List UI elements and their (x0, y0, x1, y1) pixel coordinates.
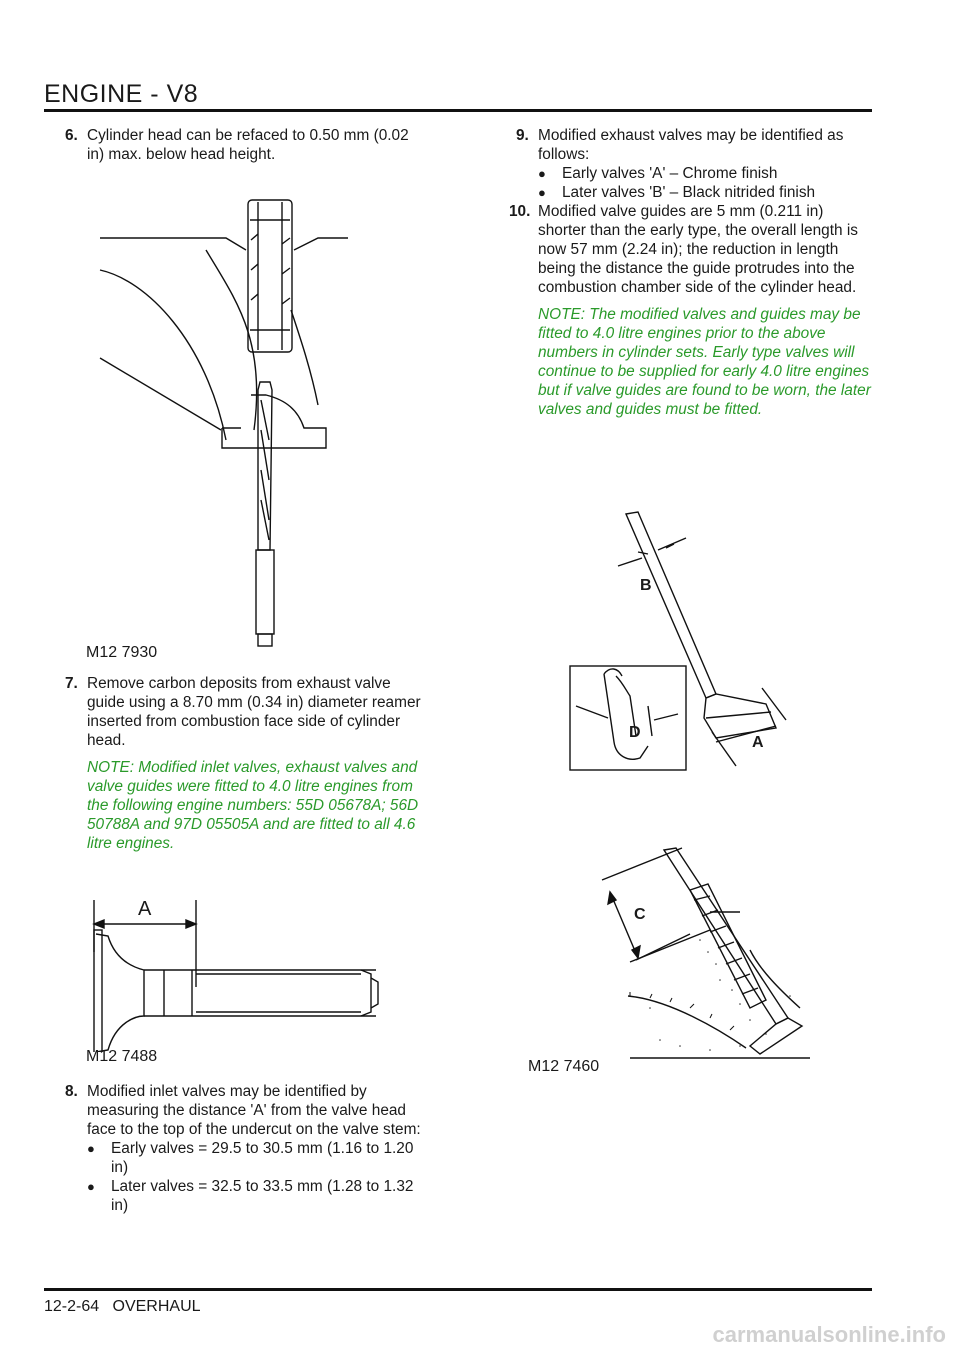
step-text: Remove carbon deposits from exhaust valve guide using a 8.70 mm (0.34 in) diameter reamer inserted from combustion face side of cylinder head. (87, 675, 421, 749)
bullet-item: ● Later valves = 32.5 to 33.5 mm (1.28 to 1.32 in) (87, 1177, 424, 1215)
left-column-step8 (44, 1082, 424, 1215)
step-text: Modified exhaust valves may be identified as follows: (538, 127, 844, 163)
bullet-item: ● Early valves 'A' – Chrome finish (538, 164, 875, 183)
bullet-item: ● Early valves = 29.5 to 30.5 mm (1.16 to 1.20 in) (87, 1139, 424, 1177)
right-column (495, 126, 875, 419)
step-number: 6. (65, 127, 78, 144)
label-c: C (634, 906, 646, 923)
label-d: D (629, 724, 641, 741)
left-column-step7 (44, 674, 424, 853)
step-10 (495, 202, 875, 297)
page-number: 12-2-64 (44, 1298, 100, 1315)
watermark-text: carmanualsonline.info (712, 1322, 946, 1347)
label-b: B (640, 577, 652, 594)
label-a: A (752, 734, 764, 751)
step-9 (495, 126, 875, 164)
dimension-label-a: A (138, 898, 152, 920)
step-number: 8. (65, 1083, 78, 1100)
step-10-note: NOTE: The modified valves and guides may be fitted to 4.0 litre engines prior to the above numbers in cylinder sets. Early type valves will continue to be supplied for early 4.0 litre engines but if valve guides are found to be worn, the later valves and guides must be fitted. (538, 306, 871, 418)
page-header-title: ENGINE - V8 (44, 80, 199, 108)
inlet-valve-drawing (86, 892, 386, 1052)
bullet-item: ● Later valves 'B' – Black nitrided finish (538, 183, 875, 202)
valve-in-guide-drawing (590, 840, 820, 1080)
exhaust-valve-drawing (566, 506, 816, 776)
step-9-bullets (538, 164, 875, 202)
figure-valve-in-guide (590, 840, 820, 1080)
figure-exhaust-valve (566, 506, 816, 776)
step-6 (44, 126, 424, 164)
step-7 (44, 674, 424, 750)
figure-code: M12 7460 (528, 1058, 600, 1075)
page-footer (44, 1298, 201, 1316)
figure-code: M12 7930 (86, 644, 158, 661)
header-rule (44, 109, 872, 112)
step-text: Cylinder head can be refaced to 0.50 mm (0.02 in) max. below head height. (87, 127, 409, 163)
step-number: 9. (516, 127, 529, 144)
step-8-bullets (87, 1139, 424, 1215)
figure-code: M12 7488 (86, 1048, 158, 1065)
step-text: Modified valve guides are 5 mm (0.211 in) shorter than the early type, the overall length is now 57 mm (2.24 in); the reduction in length being the distance the guide protrudes into the combustion chamber side of the cylinder head. (538, 203, 858, 296)
valve-guide-reamer-drawing (86, 190, 366, 660)
figure-valve-guide-reamer (86, 190, 366, 660)
footer-rule (44, 1288, 872, 1291)
step-7-note: NOTE: Modified inlet valves, exhaust valves and valve guides were fitted to 4.0 litre engines from the following engine numbers: 55D 05678A; 56D 50788A and 97D 05505A and are fitted to all 4.6 litre engines. (87, 759, 419, 852)
left-column (44, 126, 424, 164)
step-8 (44, 1082, 424, 1139)
step-text: Modified inlet valves may be identified by measuring the distance 'A' from the valve head face to the top of the undercut on the valve stem: (87, 1083, 421, 1138)
step-number: 10. (509, 203, 531, 220)
step-number: 7. (65, 675, 78, 692)
section-name: OVERHAUL (112, 1298, 201, 1315)
figure-inlet-valve (86, 892, 386, 1052)
